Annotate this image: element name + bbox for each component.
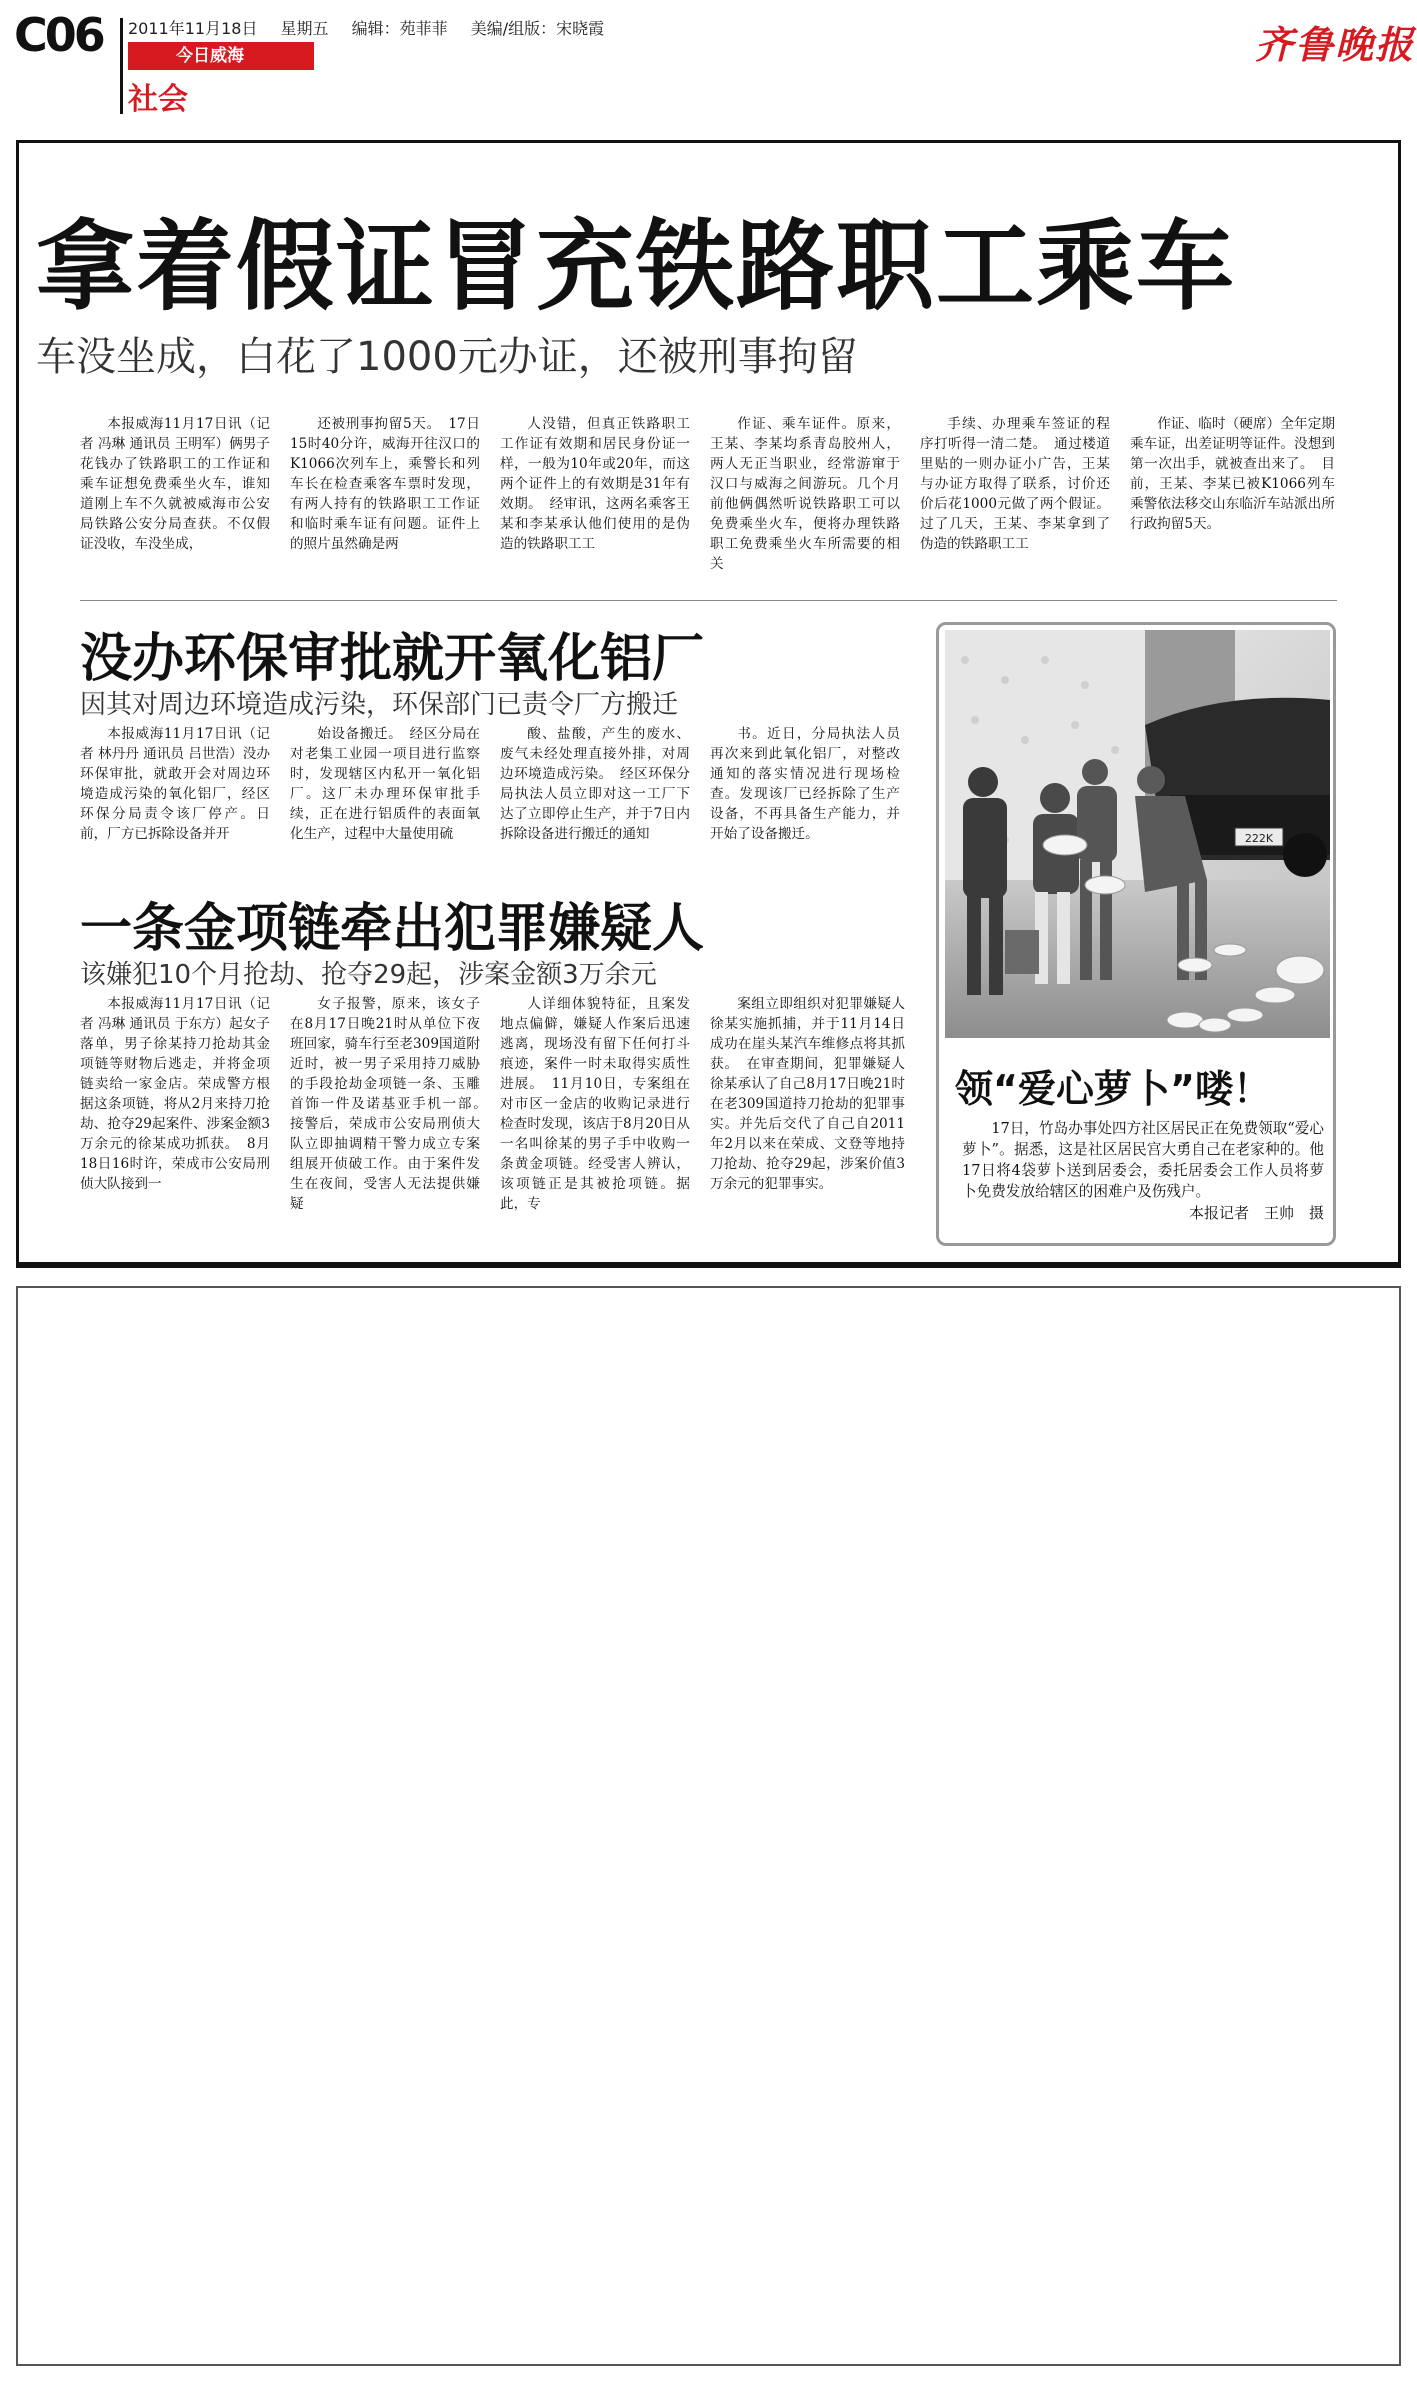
designer-credit: 美编/组版：宋晓霞 bbox=[470, 19, 605, 38]
story-divider bbox=[80, 600, 1337, 601]
column-tab: 今日威海 bbox=[128, 42, 314, 70]
editor-credit: 编辑：苑菲菲 bbox=[351, 19, 448, 38]
story3-column-4: 案组立即组织对犯罪嫌疑人徐某实施抓捕，并于11月14日成功在崖头某汽车维修点将其抓获。 在审查期间，犯罪嫌疑人徐某承认了自己8月17日晚21时在老309国道持刀抢劫的犯罪事实。并先后交代了自己自2011年2月以来在荣成、文登等地持刀抢劫、抢夺29起，涉案价值3万余元的犯罪事实。 bbox=[710, 996, 905, 1192]
photo-credit: 本报记者 王帅 摄 bbox=[1188, 1204, 1324, 1222]
page-number: C06 bbox=[14, 8, 103, 62]
story1-column-4: 作证、乘车证件。原来，王某、李某均系青岛胶州人，两人无正当职业，经常游窜于汉口与威海之间游玩。几个月前他俩偶然听说铁路职工可以免费乘坐火车，便将办理铁路职工免费乘坐火车所需要的相关 bbox=[710, 416, 900, 572]
story2-headline: 没办环保审批就开氧化铝厂 bbox=[80, 629, 705, 689]
story1-column-5: 手续、办理乘车签证的程序打听得一清二楚。 通过楼道里贴的一则办证小广告，王某与办证方取得了联系，讨价还价后花1000元做了两个假证。过了几天，王某、李某拿到了伪造的铁路职工工 bbox=[920, 416, 1110, 552]
story1-column-6: 作证、临时（硬席）全年定期乘车证，出差证明等证件。没想到第一次出手，就被查出来了。 目前，王某、李某已被K1066列车乘警依法移交山东临沂车站派出所行政拘留5天。 bbox=[1130, 416, 1335, 532]
story2-column-2: 始设备搬迁。 经区分局在对老集工业园一项目进行监察时，发现辖区内私开一氧化铝厂。这厂未办理环保审批手续，正在进行铝质件的表面氧化生产，过程中大量使用硫 bbox=[290, 726, 480, 842]
story1-subheadline: 车没坐成，白花了1000元办证，还被刑事拘留 bbox=[36, 334, 858, 380]
story1-column-1: 本报威海11月17日讯（记者 冯琳 通讯员 王明军）俩男子花钱办了铁路职工的工作证和乘车证想免费乘坐火车，谁知道刚上车不久就被威海市公安局铁路公安分局查获。不仅假证没收，车没坐成， bbox=[80, 416, 270, 552]
section-name: 社会 bbox=[128, 82, 188, 117]
photo-caption: 17日，竹岛办事处四方社区居民正在免费领取“爱心萝卜”。据悉，这是社区居民宫大勇自己在老家种的。他17日将4袋萝卜送到居委会，委托居委会工作人员将萝卜免费发放给辖区的困难户及伤残户。 bbox=[962, 1120, 1324, 1200]
news-photo bbox=[945, 630, 1330, 1038]
story1-column-3: 人没错，但真正铁路职工工作证有效期和居民身份证一样，一般为10年或20年，而这两个证件上的有效期是31年有效期。 经审讯，这两名乘客王某和李某承认他们使用的是伪造的铁路职工工 bbox=[500, 416, 690, 552]
story3-column-2: 女子报警，原来，该女子在8月17日晚21时从单位下夜班回家，骑车行至老309国道附近时，被一男子采用持刀威胁的手段抢劫金项链一条、玉雕首饰一件及诺基亚手机一部。 接警后，荣成市公安局刑侦大队立即抽调精干警力成立专案组展开侦破工作。由于案件发生在夜间，受害人无法提供嫌疑 bbox=[290, 996, 494, 1212]
story1-headline: 拿着假证冒充铁路职工乘车 bbox=[36, 210, 1237, 324]
header-meta bbox=[128, 16, 622, 39]
issue-date: 2011年11月18日 bbox=[128, 19, 258, 38]
story3-column-3: 人详细体貌特征，且案发地点偏僻，嫌疑人作案后迅速逃离，现场没有留下任何打斗痕迹，案件一时未取得实质性进展。 11月10日，专案组在对市区一金店的收购记录进行检查时发现，该店于8月20日从一名叫徐某的男子手中收购一条黄金项链。经受害人辨认，该项链正是其被抢项链。据此，专 bbox=[500, 996, 690, 1212]
issue-weekday: 星期五 bbox=[280, 19, 329, 38]
license-plate: 222K bbox=[1244, 832, 1274, 845]
blank-panel bbox=[16, 1286, 1401, 2366]
header-divider bbox=[120, 18, 123, 114]
story2-column-4: 书。近日，分局执法人员再次来到此氧化铝厂，对整改通知的落实情况进行现场检查。发现该厂已经拆除了生产设备，不再具备生产能力，并开始了设备搬迁。 bbox=[710, 726, 900, 842]
newspaper-logo: 齐鲁晚报 bbox=[1255, 22, 1416, 67]
story3-subheadline: 该嫌犯10个月抢劫、抢夺29起，涉案金额3万余元 bbox=[80, 960, 657, 990]
story2-column-3: 酸、盐酸，产生的废水、废气未经处理直接外排，对周边环境造成污染。 经区环保分局执法人员立即对这一工厂下达了立即停止生产，并于7日内拆除设备进行搬迁的通知 bbox=[500, 726, 690, 842]
story2-column-1: 本报威海11月17日讯（记者 林丹丹 通讯员 吕世浩）没办环保审批，就敢开会对周边环境造成污染的氧化铝厂，经区环保分局责令该厂停产。日前，厂方已拆除设备并开 bbox=[80, 726, 270, 842]
story1-column-2: 还被刑事拘留5天。 17日15时40分许，威海开往汉口的K1066次列车上，乘警长和列车长在检查乘客车票时发现，有两人持有的铁路职工工作证和临时乘车证有问题。证件上的照片虽然确是两 bbox=[290, 416, 480, 552]
story3-column-1: 本报威海11月17日讯（记者 冯琳 通讯员 于东方）起女子落单，男子徐某持刀抢劫其金项链等财物后逃走，并将金项链卖给一家金店。荣成警方根据这条项链，将从2月来持刀抢劫、抢夺29起案件、涉案金额3万余元的徐某成功抓获。 8月18日16时许，荣成市公安局刑侦大队接到一 bbox=[80, 996, 270, 1192]
story2-subheadline: 因其对周边环境造成污染，环保部门已责令厂方搬迁 bbox=[80, 690, 679, 720]
story3-headline: 一条金项链牵出犯罪嫌疑人 bbox=[80, 899, 705, 959]
photo-headline: 领“爱心萝卜”喽！ bbox=[955, 1067, 1271, 1111]
